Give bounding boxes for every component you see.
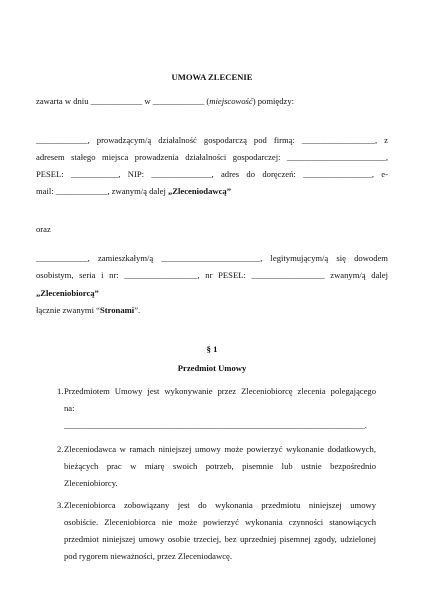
parties-name: Stronami <box>99 305 135 315</box>
item-3-line3: przedmiot niniejszej umowy osobie trzeciej, bez uprzedniej pisemnej zgody, udzielonej <box>64 534 376 544</box>
intro-end: ) pomiędzy: <box>252 96 295 106</box>
item-3-line1: Zleceniobiorca zobowiązany jest do wykonania przedmiotu niniejszej umowy <box>64 500 376 510</box>
intro-line <box>36 96 388 107</box>
document-title: UMOWA ZLECENIE <box>171 72 253 82</box>
item-1-number: 1. <box>57 386 64 396</box>
item-2-number: 2. <box>57 444 64 454</box>
party2-role: „Zleceniobiorcą” <box>36 288 99 298</box>
item-2-line3: Zleceniobiorcy. <box>64 478 118 488</box>
item-1-line3: ______________________________________________________________________. <box>64 420 367 430</box>
party1-line3: PESEL: ___________, NIP: ______________, adres do doręczeń: ________________, e- <box>36 169 388 179</box>
parties-end: ”. <box>134 305 141 315</box>
intro-italic: miejscowość <box>209 96 253 106</box>
item-2-line1: Zleceniodawca w ramach niniejszej umowy może powierzyć wykonanie dodatkowych, <box>64 444 376 454</box>
item-3-line4: pod rygorem nieważności, przez Zleceniodawcę. <box>64 551 232 561</box>
party1-line4-text: mail: ____________, zwanym/ą dalej <box>36 186 168 196</box>
item-1-line1: Przedmiotem Umowy jest wykonywanie przez Zleceniobiorcę zlecenia polegającego <box>64 386 376 396</box>
party1-line4 <box>36 186 388 197</box>
party1-role: „Zleceniodawcą” <box>167 186 231 196</box>
item-3-line2: osobiście. Zleceniobiorca nie może powierzyć wykonania czynności stanowiących <box>64 517 376 527</box>
party1-line1: ____________, prowadzącym/ą działalność gospodarczą pod firmą: _________________, z <box>36 135 388 145</box>
section-heading: Przedmiot Umowy <box>177 363 247 373</box>
oraz-text: oraz <box>36 224 51 234</box>
section-number: § 1 <box>206 344 218 354</box>
intro-text: zawarta w dniu ____________ w ____________ ( <box>36 96 210 106</box>
party2-line1: ____________, zamieszkałym/ą _______________________, legitymującym/ą się dowodem <box>36 253 388 263</box>
item-1-line2: na: <box>64 403 75 413</box>
parties-line <box>36 305 388 316</box>
item-2-line2: bieżących prac w miarę swoich potrzeb, pisemnie lub ustnie bezpośrednio <box>64 461 376 471</box>
item-3-number: 3. <box>57 500 64 510</box>
party2-line2: osobistym, seria i nr: _________________, nr PESEL: _________________ zwanym/ą dalej <box>36 270 388 280</box>
parties-text: łącznie zwanymi “ <box>36 305 100 315</box>
party1-line2: adresem stałego miejsca prowadzenia działalności gospodarczej: _______________________, <box>36 152 388 162</box>
